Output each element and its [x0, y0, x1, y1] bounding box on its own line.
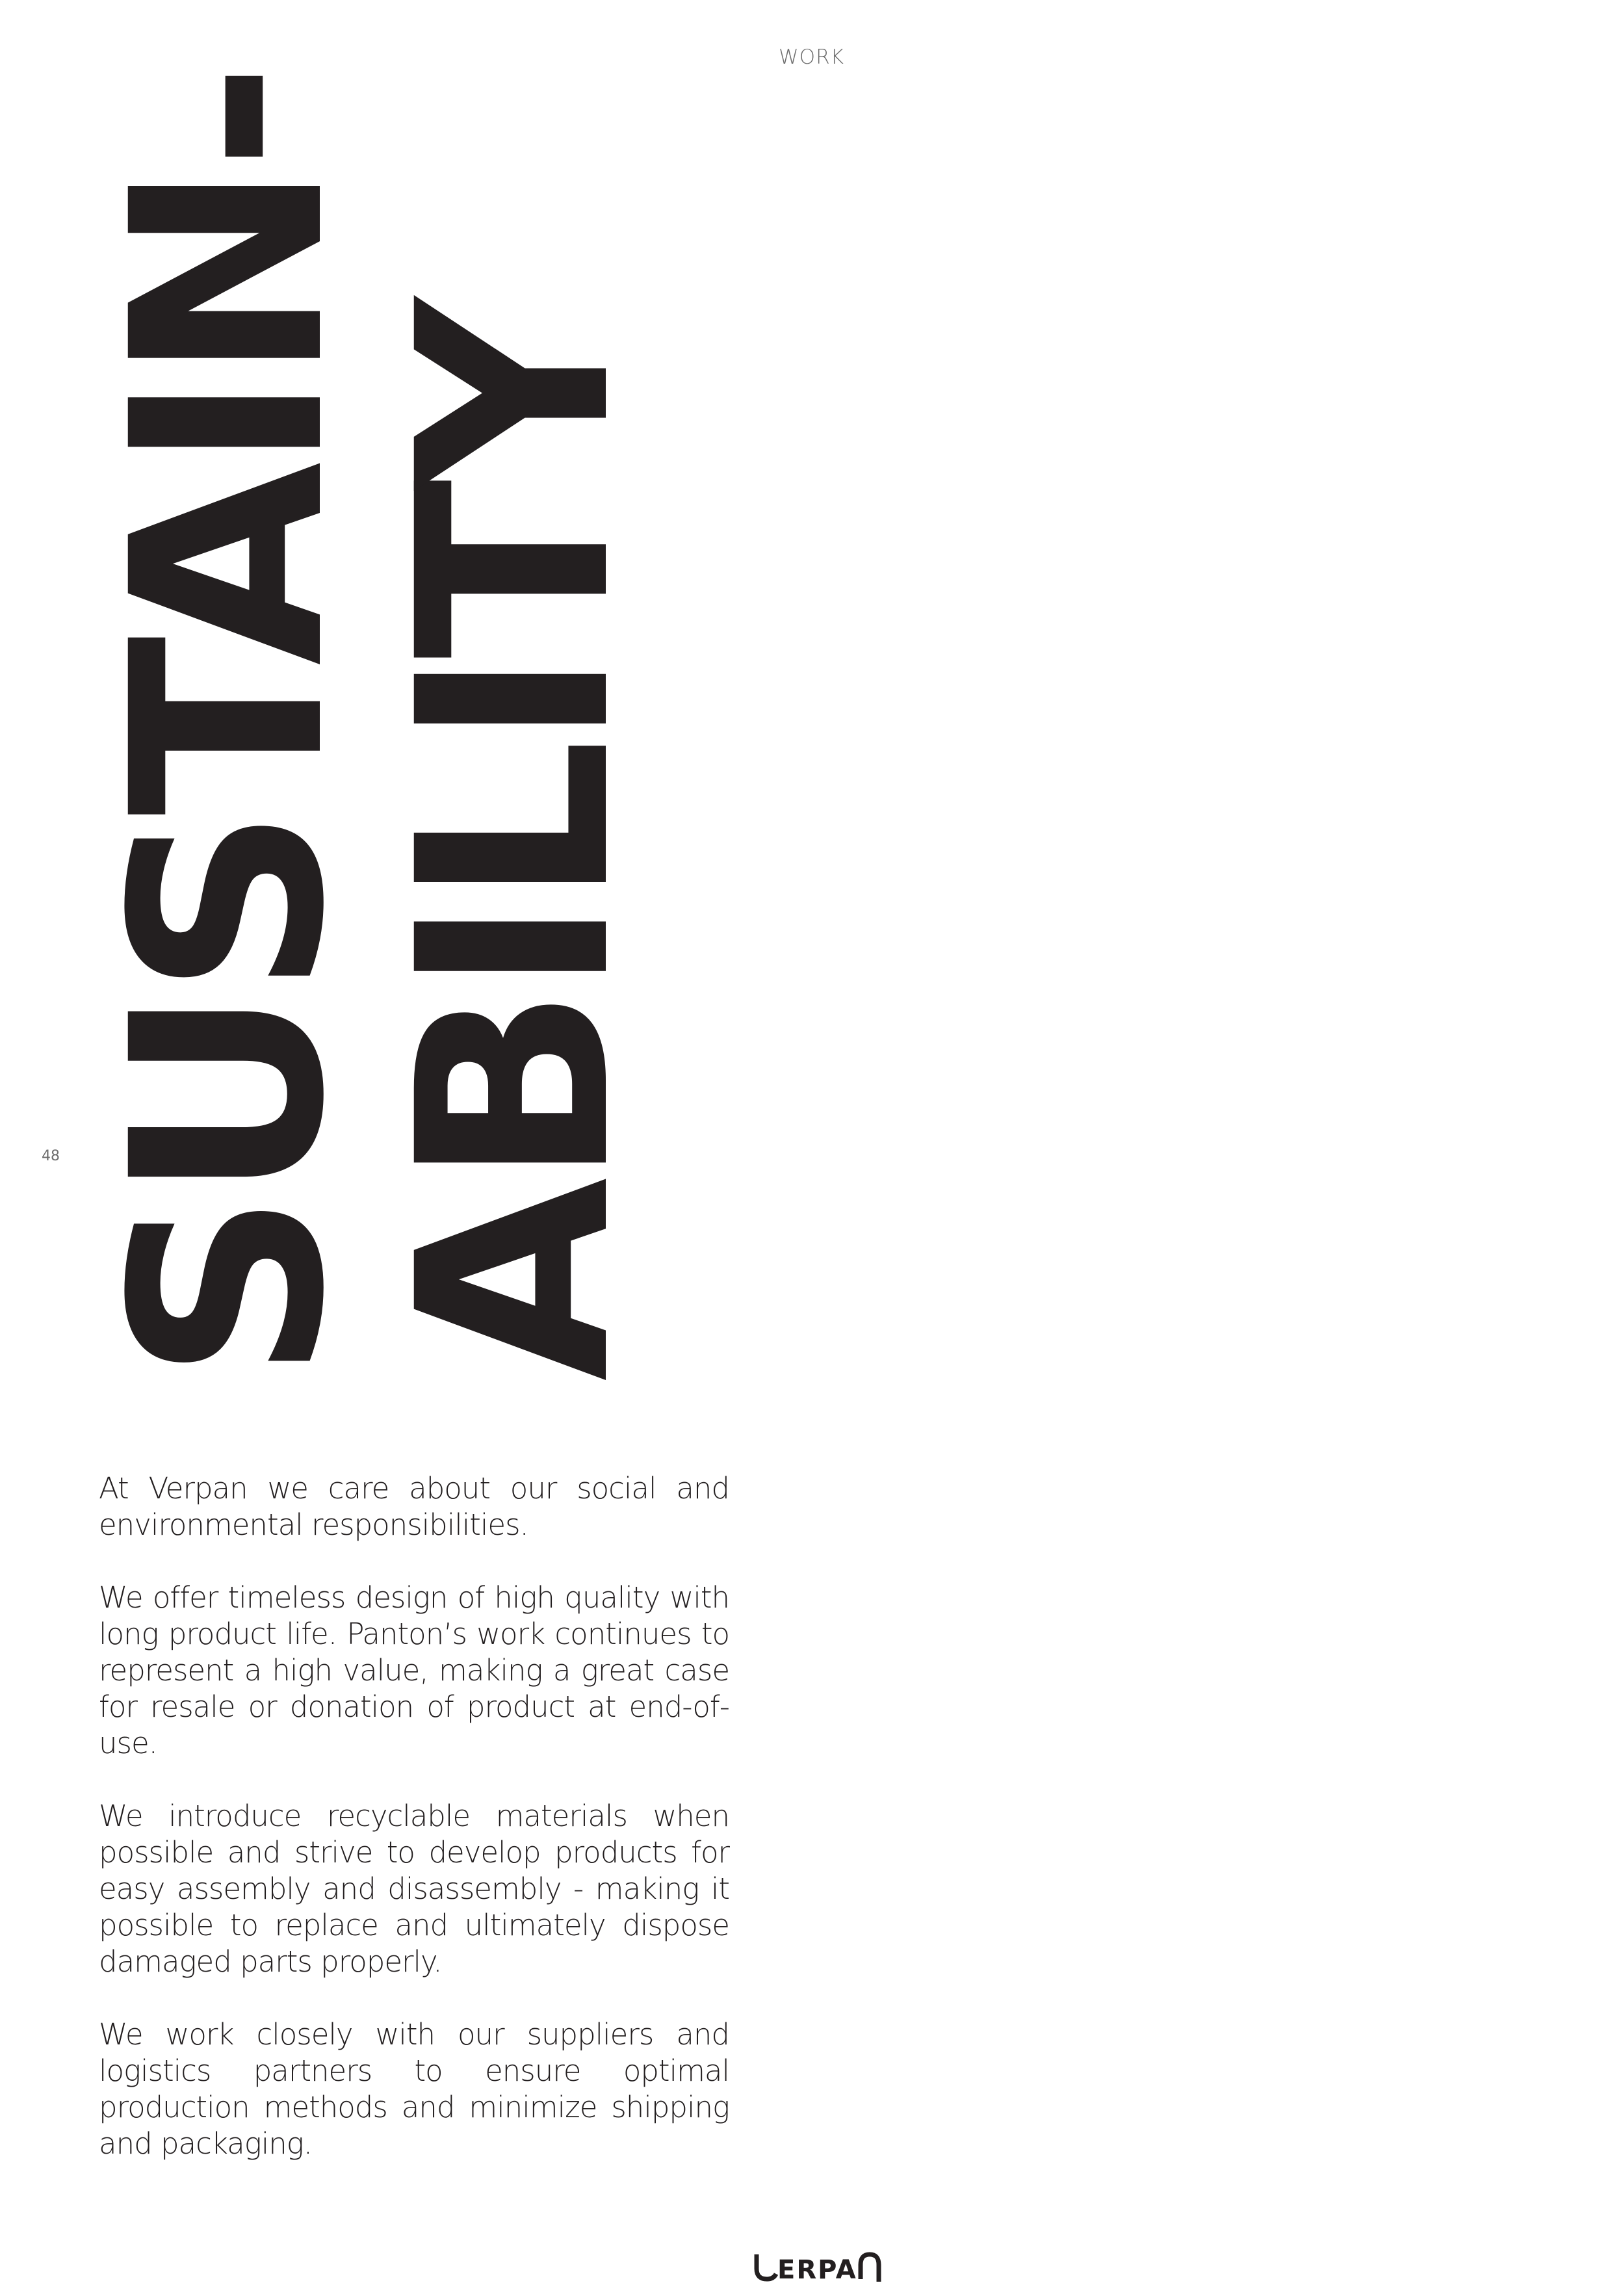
page-number: 48 — [42, 1148, 60, 1164]
paragraph: We introduce recyclable materials when possible and strive to develop products for easy assembly and disassembly - making it possible to replace and ultimately dispose damaged parts properly. — [99, 1799, 729, 1979]
paragraph: We offer timeless design of high quality with long product life. Panton’s work continues to represent a high value, making a great case for resale or donation of product at end-of-use. — [99, 1580, 729, 1760]
paragraph: At Verpan we care about our social and environmental responsibilities. — [99, 1471, 729, 1542]
heading-line-2: ABILITY — [361, 306, 668, 1381]
svg-text:ERPA: ERPA — [777, 2255, 857, 2283]
body-copy — [99, 1470, 729, 2198]
verpan-logo — [753, 2250, 883, 2283]
section-label: WORK — [779, 46, 844, 69]
heading-line-1: SUSTAIN- — [75, 70, 382, 1381]
paragraph: We work closely with our suppliers and logistics partners to ensure optimal production methods and minimize shipping and packaging. — [99, 2017, 729, 2161]
